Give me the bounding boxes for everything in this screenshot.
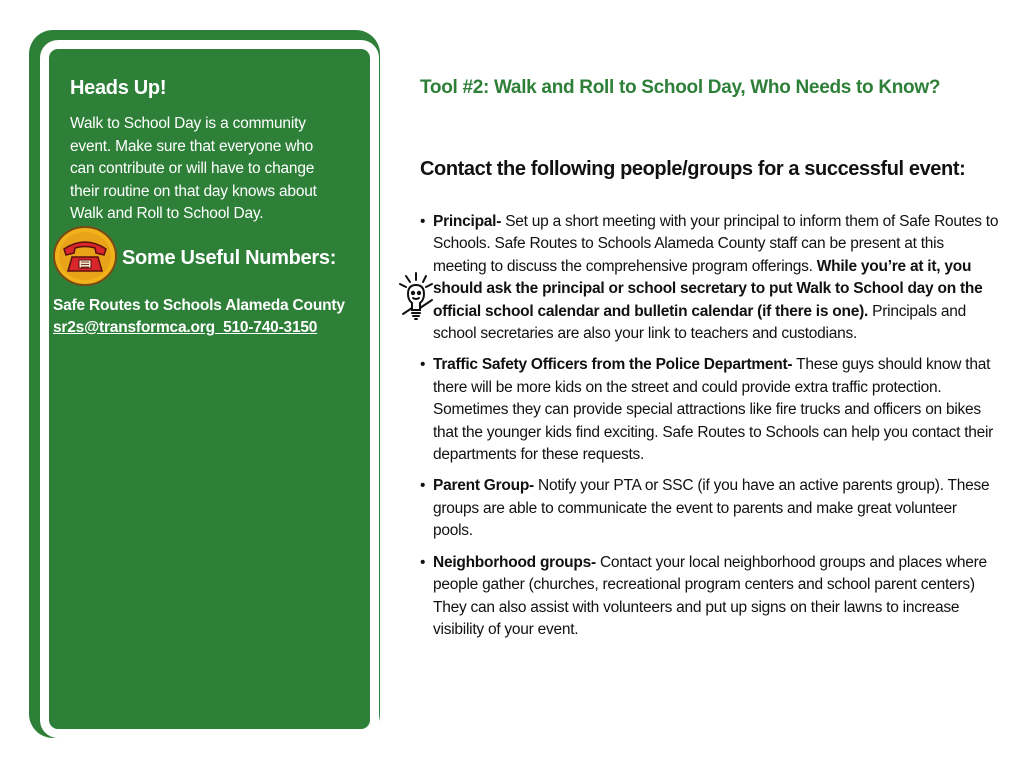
item-text: Principals and school secretaries are also your link to teachers and custodians. — [433, 302, 966, 343]
item-text: Set up a short meeting with your principal to inform them of Safe Routes to Schools. Safe Routes to Schools Alameda County staff can be present at this meeting to discuss the comprehensive program offerings. — [433, 213, 999, 275]
sidebar-title: Heads Up! — [70, 77, 167, 99]
useful-numbers-heading: Some Useful Numbers: — [122, 247, 337, 269]
item-label: Traffic Safety Officers from the Police Department- — [433, 356, 793, 374]
sidebar-body: Walk to School Day is a community event. Make sure that everyone who can contribute or will have to change their routine on that day knows about Walk and Roll to School Day. — [70, 115, 317, 222]
page-title: Tool #2: Walk and Roll to School Day, Who Needs to Know? — [420, 77, 941, 98]
item-text: These guys should know that there will be more kids on the street and could provide extra traffic protection. Sometimes they can provide special attractions like fire trucks and officers on bikes that the younger kids find exciting. Safe Routes to Schools can help you contact their departments for these requests. — [433, 356, 994, 464]
item-label: Neighborhood groups- — [433, 553, 596, 571]
contact-list — [420, 211, 1000, 650]
contact-heading: Contact the following people/groups for a successful event: — [420, 158, 966, 180]
item-label: Principal- — [433, 213, 502, 230]
contact-link[interactable]: sr2s@transformca.org 510-740-3150 — [53, 319, 318, 336]
list-item-parent-group — [420, 475, 1000, 542]
list-item-neighborhood — [420, 552, 1000, 642]
organization-name: Safe Routes to Schools Alameda County — [53, 297, 345, 314]
list-item-traffic-safety — [420, 354, 1000, 466]
item-text: Contact your local neighborhood groups and places where people gather (churches, recreational program centers and school parent centers) They can also assist with volunteers and put up signs on their lawns to increase visibility of your event. — [433, 553, 987, 638]
item-text: Notify your PTA or SSC (if you have an active parents group). These groups are able to communicate the event to parents and make great volunteer pools. — [433, 477, 990, 540]
item-emphasis: While you’re at it, you should ask the principal or school secretary to put Walk to School day on the official school calendar and bulletin calendar (if there is one). — [433, 257, 983, 320]
telephone-icon — [52, 225, 118, 287]
item-label: Parent Group- — [433, 477, 534, 495]
list-item-principal — [420, 211, 1000, 345]
